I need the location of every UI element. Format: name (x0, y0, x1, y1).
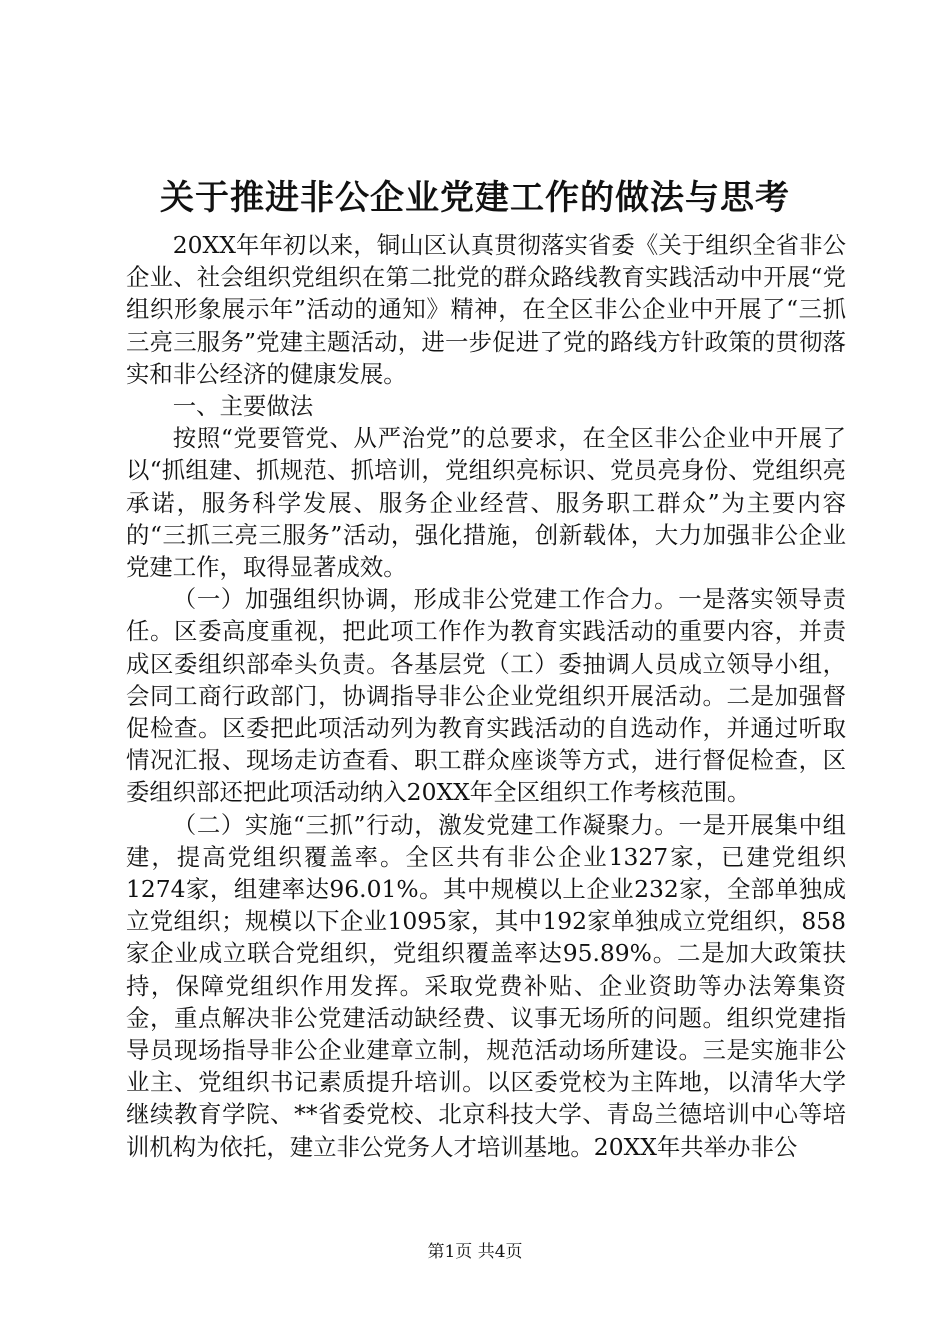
intro-paragraph: 20XX年年初以来，铜山区认真贯彻落实省委《关于组织全省非公企业、社会组织党组织在第二批党的群众路线教育实践活动中开展“党组织形象展示年”活动的通知》精神，在全区非公企业中开展了“三抓三亮三服务”党建主题活动，进一步促进了党的路线方针政策的贯彻落实和非公经济的健康发展。 (126, 231, 846, 388)
body-paragraph: 按照“党要管党、从严治党”的总要求，在全区非公企业中开展了以“抓组建、抓规范、抓培训，党组织亮标识、党员亮身份、党组织亮承诺，服务科学发展、服务企业经营、服务职工群众”为主要内容的“三抓三亮三服务”活动，强化措施，创新载体，大力加强非公企业党建工作，取得显著成效。 (126, 424, 846, 582)
page-number-footer: 第1页 共4页 (427, 1242, 523, 1262)
document-body (126, 229, 846, 1163)
body-paragraph: （二）实施“三抓”行动，激发党建工作凝聚力。一是开展集中组建，提高党组织覆盖率。全区共有非公企业1327家，已建党组织1274家，组建率达96.01%。其中规模以上企业232家，全部单独成立党组织；规模以下企业1095家，其中192家单独成立党组织，858家企业成立联合党组织，党组织覆盖率达95.89%。二是加大政策扶持，保障党组织作用发挥。采取党费补贴、企业资助等办法筹集资金，重点解决非公党建活动缺经费、议事无场所的问题。组织党建指导员现场指导非公企业建章立制，规范活动场所建设。三是实施非公业主、党组织书记素质提升培训。以区委党校为主阵地，以清华大学继续教育学院、**省委党校、北京科技大学、青岛兰德培训中心等培训机构为依托，建立非公党务人才培训基地。20XX年共举办非公 (126, 810, 846, 1161)
document-title: 关于推进非公企业党建工作的做法与思考 (160, 178, 790, 218)
section-heading: 一、主要做法 (172, 392, 314, 421)
body-paragraph: （一）加强组织协调，形成非公党建工作合力。一是落实领导责任。区委高度重视，把此项工作作为教育实践活动的重要内容，并责成区委组织部牵头负责。各基层党（工）委抽调人员成立领导小组，会同工商行政部门，协调指导非公企业党组织开展活动。二是加强督促检查。区委把此项活动列为教育实践活动的自选动作，并通过听取情况汇报、现场走访查看、职工群众座谈等方式，进行督促检查，区委组织部还把此项活动纳入20XX年全区组织工作考核范围。 (126, 585, 846, 807)
